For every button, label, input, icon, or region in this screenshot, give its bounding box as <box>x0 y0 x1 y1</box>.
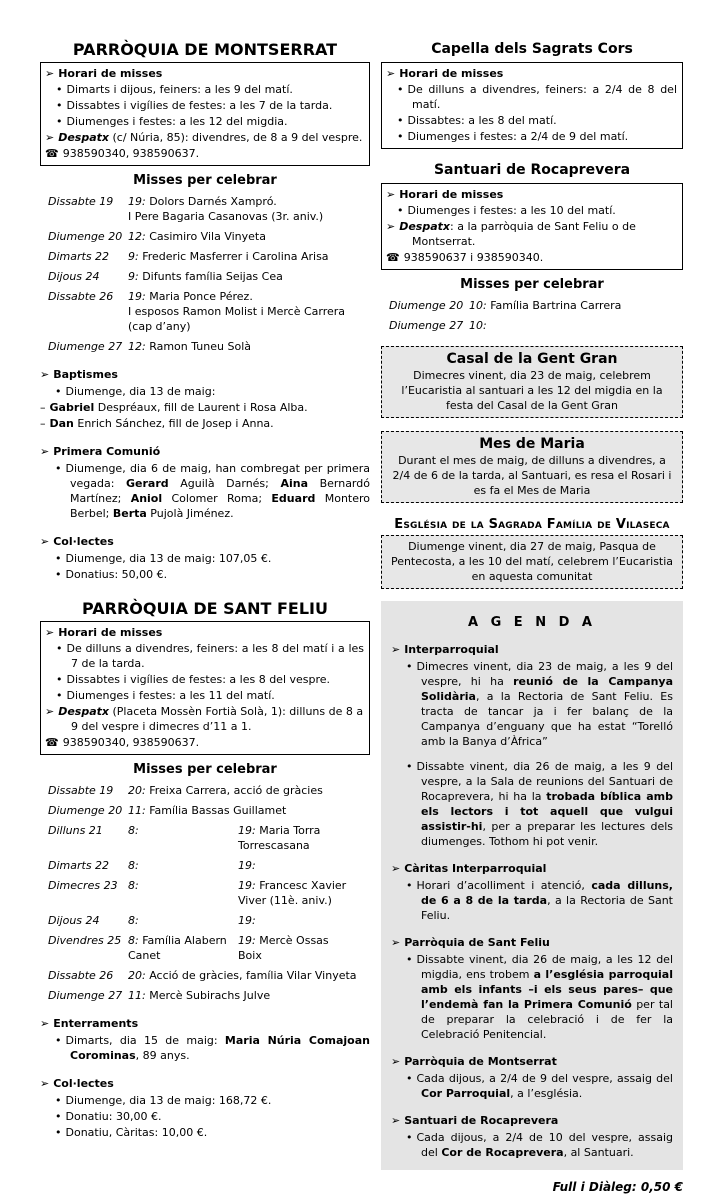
agenda-item-text: Cada dijous, a 2/4 de 10 del vespre, assaig del Cor de Rocaprevera, al Santuari. <box>416 1131 673 1159</box>
mes-de-maria-box <box>381 431 683 503</box>
mass-row <box>48 194 370 224</box>
mass-row <box>48 783 370 798</box>
horari-item <box>45 98 364 113</box>
phone-line <box>386 250 677 265</box>
casal-title: Casal de la Gent Gran <box>446 351 618 367</box>
collecte-text: Diumenge, dia 13 de maig: 107,05 €. <box>65 552 272 565</box>
agenda-section-label: Càritas Interparroquial <box>404 862 547 875</box>
despatx-line <box>45 704 364 734</box>
agenda-item <box>391 878 673 923</box>
arrow-bullet-icon: ➢ <box>40 535 50 548</box>
phone-icon: ☎ <box>45 147 59 160</box>
agenda-section-heading <box>391 861 673 876</box>
agenda-item-text: Horari d’acolliment i atenció, cada dilluns, de 6 a 8 de la tarda, a la Rectoria de Sant Feliu. <box>416 879 673 922</box>
bullet-icon: • <box>55 1110 62 1123</box>
rocaprevera-horari-box <box>381 183 683 270</box>
baptismes-heading <box>40 367 370 382</box>
mass-day: Dimarts 22 <box>48 250 110 263</box>
mass-evening: 19: <box>238 914 256 927</box>
masses-title: Misses per celebrar <box>460 277 604 292</box>
collecte-text: Donatiu: 30,00 €. <box>65 1110 162 1123</box>
dash-icon: – <box>40 417 46 430</box>
arrow-bullet-icon: ➢ <box>391 1055 401 1068</box>
bullet-icon: • <box>397 130 404 143</box>
casal-gent-gran-box <box>381 346 683 418</box>
collecte-item <box>40 1109 370 1124</box>
phone-icon: ☎ <box>386 251 400 264</box>
horari-item-text: Diumenges i festes: a les 10 del matí. <box>407 204 616 217</box>
horari-item <box>386 129 677 144</box>
mass-day: Dimarts 22 <box>48 859 110 872</box>
horari-item-text: Diumenges i festes: a les 12 del migdia. <box>66 115 288 128</box>
mass-entry: 10: Família Bartrina Carrera <box>469 299 622 312</box>
horari-item <box>45 672 364 687</box>
mass-morning: 8: <box>128 879 139 892</box>
mass-entry: 9: Frederic Masferrer i Carolina Arisa <box>128 250 329 263</box>
bullet-icon: • <box>56 642 63 655</box>
horari-item-text: Dissabtes i vigílies de festes: a les 7 de la tarda. <box>66 99 333 112</box>
collecte-item <box>40 1093 370 1108</box>
arrow-bullet-icon: ➢ <box>386 188 396 201</box>
agenda-title: A G E N D A <box>468 615 596 630</box>
agenda-section-label: Parròquia de Montserrat <box>404 1055 557 1068</box>
bullet-icon: • <box>56 115 63 128</box>
collecte-text: Donatiu, Càritas: 10,00 €. <box>65 1126 208 1139</box>
bullet-icon: • <box>55 552 62 565</box>
mass-row <box>48 913 370 928</box>
comunio-heading-label: Primera Comunió <box>53 445 161 458</box>
mass-morning: 8: <box>128 859 139 872</box>
arrow-bullet-icon: ➢ <box>45 626 55 639</box>
mass-day: Diumenge 20 <box>389 299 464 312</box>
horari-item <box>386 113 677 128</box>
mass-day: Dijous 24 <box>48 914 100 927</box>
mass-entry: 9: Difunts família Seijas Cea <box>128 270 283 283</box>
phone-line <box>45 735 364 750</box>
arrow-bullet-icon: ➢ <box>391 1114 401 1127</box>
collectes-heading <box>40 534 370 549</box>
despatx-line <box>45 130 364 145</box>
mass-evening: 19: Francesc Xavier Viver (11è. aniv.) <box>238 879 347 907</box>
mass-entry: 10: <box>469 319 487 332</box>
comunio-heading <box>40 444 370 459</box>
bullet-icon: • <box>55 1126 62 1139</box>
bullet-icon: • <box>406 879 413 892</box>
agenda-section-label: Interparroquial <box>404 643 499 656</box>
mass-day: Diumenge 27 <box>48 989 123 1002</box>
mass-day: Diumenge 27 <box>389 319 464 332</box>
agenda-item-text: Dimecres vinent, dia 23 de maig, a les 9 del vespre, hi ha reunió de la Campanya Solidària, a la Rectoria de Sant Feliu. Es tracta de tancar ja i fer balanç de la Campanya d’enguany que ha estat “Torelló amb la Banya d’Àfrica” <box>416 660 673 748</box>
arrow-bullet-icon: ➢ <box>386 67 396 80</box>
bullet-icon: • <box>55 462 62 475</box>
mass-day: Divendres 25 <box>48 934 122 947</box>
mass-row <box>48 878 370 908</box>
agenda-item-text: Cada dijous, a 2/4 de 9 del vespre, assaig del Cor Parroquial, a l’església. <box>416 1072 673 1100</box>
baptisme-text: Dan Enrich Sánchez, fill de Josep i Anna. <box>49 417 274 430</box>
dash-icon: – <box>40 401 46 414</box>
enterraments-heading <box>40 1016 370 1031</box>
arrow-bullet-icon: ➢ <box>391 862 401 875</box>
collecte-item <box>40 1125 370 1140</box>
collectes-heading <box>40 1076 370 1091</box>
phone-numbers: 938590340, 938590637. <box>62 147 200 160</box>
mass-row <box>48 289 370 334</box>
arrow-bullet-icon: ➢ <box>40 368 50 381</box>
phone-numbers: 938590340, 938590637. <box>62 736 200 749</box>
rocaprevera-title: Santuari de Rocaprevera <box>433 162 631 178</box>
collectes-heading-label: Col·lectes <box>53 1077 114 1090</box>
horari-heading-label: Horari de misses <box>399 188 504 201</box>
mass-day: Dilluns 21 <box>48 824 103 837</box>
section-parroquia-montserrat <box>40 40 370 582</box>
horari-heading-label: Horari de misses <box>58 626 163 639</box>
agenda-section-label: Parròquia de Sant Feliu <box>404 936 550 949</box>
bullet-icon: • <box>55 1094 62 1107</box>
horari-item <box>45 688 364 703</box>
mass-entry: 11: Mercè Subirachs Julve <box>128 989 271 1002</box>
mass-entry: 11: Família Bassas Guillamet <box>128 804 287 817</box>
section-santuari-rocaprevera <box>381 161 683 333</box>
horari-item-text: De dilluns a divendres, feiners: a les 8 del matí i a les 7 de la tarda. <box>66 642 364 670</box>
mass-morning: 8: <box>128 914 139 927</box>
vilaseca-text: Diumenge vinent, dia 27 de maig, Pasqua de Pentecosta, a les 10 del matí, celebrem l’Eucaristia en aquesta comunitat <box>390 540 674 583</box>
phone-icon: ☎ <box>45 736 59 749</box>
arrow-bullet-icon: ➢ <box>391 643 401 656</box>
mass-day: Diumenge 20 <box>48 804 123 817</box>
section-parroquia-sant-feliu <box>40 599 370 1140</box>
agenda-section-label: Santuari de Rocaprevera <box>404 1114 559 1127</box>
agenda-section-heading <box>391 1054 673 1069</box>
horari-heading <box>386 187 677 202</box>
horari-item <box>45 82 364 97</box>
mass-row <box>48 988 370 1003</box>
mes-de-maria-text: Durant el mes de maig, de dilluns a divendres, a 2/4 de 6 de la tarda, al Santuari, es resa el Rosari i es fa el Mes de Maria <box>392 454 672 497</box>
agenda-section-heading <box>391 642 673 657</box>
mass-row <box>48 269 370 284</box>
mass-entry: 20: Acció de gràcies, família Vilar Vinyeta <box>128 969 357 982</box>
santfeliu-title: PARRÒQUIA DE SANT FELIU <box>82 599 328 618</box>
despatx-text: Despatx (c/ Núria, 85): divendres, de 8 a 9 del vespre. <box>58 131 363 144</box>
horari-item-text: Dissabtes i vigílies de festes: a les 8 del vespre. <box>66 673 331 686</box>
mass-row <box>48 968 370 983</box>
mass-day: Diumenge 20 <box>48 230 123 243</box>
vilaseca-title: Església de la Sagrada Família de Vilaseca <box>394 517 670 532</box>
enterrament-text: Dimarts, dia 15 de maig: Maria Núria Comajoan Corominas, 89 anys. <box>65 1034 370 1062</box>
mass-row <box>389 298 683 313</box>
masses-title: Misses per celebrar <box>133 173 277 188</box>
arrow-bullet-icon: ➢ <box>40 445 50 458</box>
bullet-icon: • <box>397 204 404 217</box>
agenda-item <box>391 759 673 849</box>
montserrat-horari-box <box>40 62 370 166</box>
collecte-item <box>40 567 370 582</box>
horari-item <box>386 203 677 218</box>
mass-morning: 8: <box>128 824 139 837</box>
bullet-icon: • <box>406 1131 413 1144</box>
horari-item-text: Diumenges i festes: a 2/4 de 9 del matí. <box>407 130 629 143</box>
collectes-heading-label: Col·lectes <box>53 535 114 548</box>
right-column <box>381 40 683 1195</box>
left-column <box>40 40 370 1141</box>
despatx-text: Despatx: a la parròquia de Sant Feliu o de Montserrat. <box>399 220 636 248</box>
horari-item-text: Dissabtes: a les 8 del matí. <box>407 114 557 127</box>
mass-evening: 19: <box>238 859 256 872</box>
mass-row <box>389 318 683 333</box>
bullet-icon: • <box>406 760 413 773</box>
baptisme-item <box>40 416 370 431</box>
enterrament-item <box>40 1033 370 1063</box>
mass-day: Dimecres 23 <box>48 879 118 892</box>
arrow-bullet-icon: ➢ <box>40 1017 50 1030</box>
arrow-bullet-icon: ➢ <box>391 936 401 949</box>
baptisme-text: Gabriel Despréaux, fill de Laurent i Rosa Alba. <box>49 401 308 414</box>
agenda-item <box>391 659 673 749</box>
vilaseca-box <box>381 535 683 589</box>
phone-numbers: 938590637 i 938590340. <box>403 251 544 264</box>
enterraments-heading-label: Enterraments <box>53 1017 139 1030</box>
mass-row <box>48 858 370 873</box>
horari-heading <box>386 66 677 81</box>
comunio-text: Diumenge, dia 6 de maig, han combregat per primera vegada: Gerard Aguilà Darnés; Aina Bernardó Martínez; Aniol Colomer Roma; Eduard Montero Berbel; Berta Pujolà Jiménez. <box>65 462 371 520</box>
horari-heading-label: Horari de misses <box>399 67 504 80</box>
bullet-icon: • <box>55 385 62 398</box>
mass-row <box>48 803 370 818</box>
mass-day: Dissabte 19 <box>48 784 114 797</box>
mass-entry: 19: Maria Ponce Pérez. I esposos Ramon Molist i Mercè Carrera (cap d’any) <box>128 290 346 333</box>
arrow-bullet-icon: ➢ <box>40 1077 50 1090</box>
mass-day: Dijous 24 <box>48 270 100 283</box>
phone-line <box>45 146 364 161</box>
mass-row <box>48 249 370 264</box>
santfeliu-horari-box <box>40 621 370 755</box>
horari-heading <box>45 625 364 640</box>
mass-row <box>48 823 370 853</box>
horari-item-text: De dilluns a divendres, feiners: a 2/4 de 8 del matí. <box>407 83 677 111</box>
comunio-item <box>40 461 370 521</box>
mes-de-maria-title: Mes de Maria <box>479 436 585 452</box>
horari-item <box>45 641 364 671</box>
horari-item <box>45 114 364 129</box>
montserrat-title: PARRÒQUIA DE MONTSERRAT <box>72 40 338 59</box>
mass-day: Dissabte 26 <box>48 969 114 982</box>
bullet-icon: • <box>56 689 63 702</box>
baptisme-item <box>40 400 370 415</box>
bullet-icon: • <box>55 1034 62 1047</box>
horari-heading <box>45 66 364 81</box>
despatx-line <box>386 219 677 249</box>
mass-entry: 20: Freixa Carrera, acció de gràcies <box>128 784 323 797</box>
mass-entry: 12: Casimiro Vila Vinyeta <box>128 230 266 243</box>
baptismes-intro <box>40 384 370 399</box>
bullet-icon: • <box>397 114 404 127</box>
bullet-icon: • <box>56 99 63 112</box>
capella-horari-box <box>381 62 683 149</box>
arrow-bullet-icon: ➢ <box>45 705 55 718</box>
capella-title: Capella dels Sagrats Cors <box>431 41 633 57</box>
mass-day: Dissabte 19 <box>48 195 114 208</box>
bullet-icon: • <box>55 568 62 581</box>
arrow-bullet-icon: ➢ <box>386 220 396 233</box>
agenda-item-text: Dissabte vinent, dia 26 de maig, a les 12 del migdia, ens trobem a l’església parroquial amb els infants –i els seus pares– que l’endemà fan la Primera Comunió per tal de preparar la celebració i de fer la Celebració Penitencial. <box>416 953 674 1041</box>
bullet-icon: • <box>406 953 413 966</box>
bullet-icon: • <box>56 83 63 96</box>
collecte-text: Diumenge, dia 13 de maig: 168,72 €. <box>65 1094 272 1107</box>
agenda-item <box>391 1130 673 1160</box>
arrow-bullet-icon: ➢ <box>45 131 55 144</box>
mass-morning: 8: Família Alabern Canet <box>128 934 227 962</box>
agenda-section-heading <box>391 935 673 950</box>
horari-item-text: Dimarts i dijous, feiners: a les 9 del matí. <box>66 83 293 96</box>
agenda-item <box>391 1071 673 1101</box>
agenda-section-heading <box>391 1113 673 1128</box>
bullet-icon: • <box>397 83 404 96</box>
agenda-panel <box>381 601 683 1170</box>
publication-price: Full i Diàleg: 0,50 € <box>552 1180 683 1194</box>
mass-day: Diumenge 27 <box>48 340 123 353</box>
bullet-icon: • <box>406 660 413 673</box>
bullet-icon: • <box>56 673 63 686</box>
mass-entry: 12: Ramon Tuneu Solà <box>128 340 251 353</box>
masses-title: Misses per celebrar <box>133 762 277 777</box>
mass-day: Dissabte 26 <box>48 290 114 303</box>
bullet-icon: • <box>406 1072 413 1085</box>
baptismes-heading-label: Baptismes <box>53 368 118 381</box>
horari-item <box>386 82 677 112</box>
horari-heading-label: Horari de misses <box>58 67 163 80</box>
despatx-text: Despatx (Placeta Mossèn Fortià Solà, 1): dilluns de 8 a 9 del vespre i dimecres d’11 a 1. <box>58 705 364 733</box>
arrow-bullet-icon: ➢ <box>45 67 55 80</box>
mass-evening: 19: Mercè Ossas Boix <box>238 934 329 962</box>
mass-evening: 19: Maria Torra Torrescasana <box>238 824 321 852</box>
mass-entry: 19: Dolors Darnés Xampró. I Pere Bagaria Casanovas (3r. aniv.) <box>128 195 324 223</box>
collecte-item <box>40 551 370 566</box>
horari-item-text: Diumenges i festes: a les 11 del matí. <box>66 689 275 702</box>
collecte-text: Donatius: 50,00 €. <box>65 568 168 581</box>
mass-row <box>48 933 370 963</box>
agenda-item-text: Dissabte vinent, dia 26 de maig, a les 9 del vespre, a la Sala de reunions del Santuari de Rocaprevera, hi ha la trobada bíblica amb els lectors i tot aquell que vulgui assistir-hi, per a preparar les lectures dels diumenges. Tothom hi pot venir. <box>416 760 673 848</box>
mass-row <box>48 229 370 244</box>
section-capella-sagrats-cors <box>381 40 683 149</box>
mass-row <box>48 339 370 354</box>
baptismes-intro-text: Diumenge, dia 13 de maig: <box>65 385 216 398</box>
agenda-item <box>391 952 673 1042</box>
casal-text: Dimecres vinent, dia 23 de maig, celebrem l’Eucaristia al santuari a les 12 del migdia en la festa del Casal de la Gent Gran <box>401 369 663 412</box>
